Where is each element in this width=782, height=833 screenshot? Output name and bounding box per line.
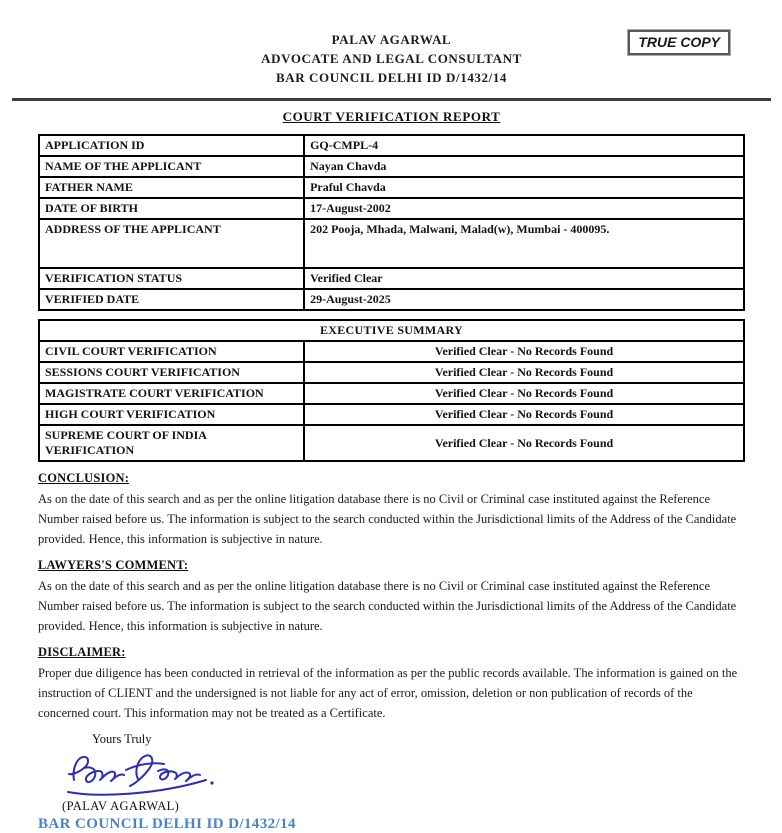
applicant-details-table (38, 134, 745, 311)
row-value: Verified Clear - No Records Found (304, 341, 744, 362)
handwritten-signature (60, 749, 745, 799)
lawyers-comment-body: As on the date of this search and as per the online litigation database there is no Civil or Criminal case instituted against the Reference Number raised before us. The information is subject to the search conducted within the Jurisdictional limits of the Address of the Candidate provided. Hence, this information is subjective in nature. (38, 579, 737, 633)
row-value: GQ-CMPL-4 (304, 135, 744, 156)
row-value: Verified Clear - No Records Found (304, 362, 744, 383)
row-label: NAME OF THE APPLICANT (39, 156, 304, 177)
true-copy-stamp-label: TRUE COPY (638, 34, 720, 50)
row-label: VERIFIED DATE (39, 289, 304, 310)
executive-summary-table (38, 319, 745, 462)
table-row (39, 383, 744, 404)
table-row (39, 425, 744, 461)
row-value: 17-August-2002 (304, 198, 744, 219)
row-value: Verified Clear - No Records Found (304, 425, 744, 461)
salutation: Yours Truly (92, 732, 152, 746)
table-row (39, 135, 744, 156)
executive-summary-heading: EXECUTIVE SUMMARY (39, 320, 744, 341)
conclusion-section (38, 471, 745, 549)
row-value: 202 Pooja, Mhada, Malwani, Malad(w), Mumbai - 400095. (304, 219, 744, 268)
row-value: Verified Clear - No Records Found (304, 404, 744, 425)
disclaimer-heading: DISCLAIMER: (38, 645, 126, 659)
table-header-row (39, 320, 744, 341)
row-value: Nayan Chavda (304, 156, 744, 177)
row-label: ADDRESS OF THE APPLICANT (39, 219, 304, 268)
advocate-bar-id: BAR COUNCIL DELHI ID D/1432/14 (275, 70, 508, 85)
lawyers-comment-section (38, 558, 745, 636)
row-label: APPLICATION ID (39, 135, 304, 156)
disclaimer-body: Proper due diligence has been conducted in retrieval of the information as per the public records available. The information is gained on the instruction of CLIENT and the undersigned is not liable for any act of error, omission, deletion or non publication of records of the concerned court. This information may not be treated as a Certificate. (38, 666, 738, 720)
advocate-title: ADVOCATE AND LEGAL CONSULTANT (261, 51, 522, 66)
lawyers-comment-heading: LAWYERS'S COMMENT: (38, 558, 189, 572)
table-row (39, 268, 744, 289)
row-label: DATE OF BIRTH (39, 198, 304, 219)
signature-ink-strokes (60, 749, 235, 799)
table-row (39, 341, 744, 362)
row-label: FATHER NAME (39, 177, 304, 198)
row-label: SESSIONS COURT VERIFICATION (39, 362, 304, 383)
signatory-bar-id: BAR COUNCIL DELHI ID D/1432/14 (38, 816, 296, 832)
row-value: Verified Clear (304, 268, 744, 289)
table-row (39, 156, 744, 177)
row-label: HIGH COURT VERIFICATION (39, 404, 304, 425)
header-divider (12, 98, 771, 101)
disclaimer-section (38, 645, 745, 723)
row-value: 29-August-2025 (304, 289, 744, 310)
table-row (39, 404, 744, 425)
table-row (39, 362, 744, 383)
conclusion-heading: CONCLUSION: (38, 471, 130, 485)
row-value: Verified Clear - No Records Found (304, 383, 744, 404)
table-row (39, 198, 744, 219)
page-title: COURT VERIFICATION REPORT (282, 109, 501, 124)
signatory-name: (PALAV AGARWAL) (62, 799, 180, 813)
row-value: Praful Chavda (304, 177, 744, 198)
conclusion-body: As on the date of this search and as per the online litigation database there is no Civil or Criminal case instituted against the Reference Number raised before us. The information is subject to the search conducted within the Jurisdictional limits of the Address of the Candidate provided. Hence, this information is subjective in nature. (38, 492, 737, 546)
table-row (39, 219, 744, 268)
true-copy-stamp (628, 30, 730, 55)
row-label: SUPREME COURT OF INDIA VERIFICATION (39, 425, 304, 461)
row-label: CIVIL COURT VERIFICATION (39, 341, 304, 362)
advocate-name: PALAV AGARWAL (331, 32, 452, 47)
table-row (39, 289, 744, 310)
row-label: MAGISTRATE COURT VERIFICATION (39, 383, 304, 404)
row-label: VERIFICATION STATUS (39, 268, 304, 289)
table-row (39, 177, 744, 198)
